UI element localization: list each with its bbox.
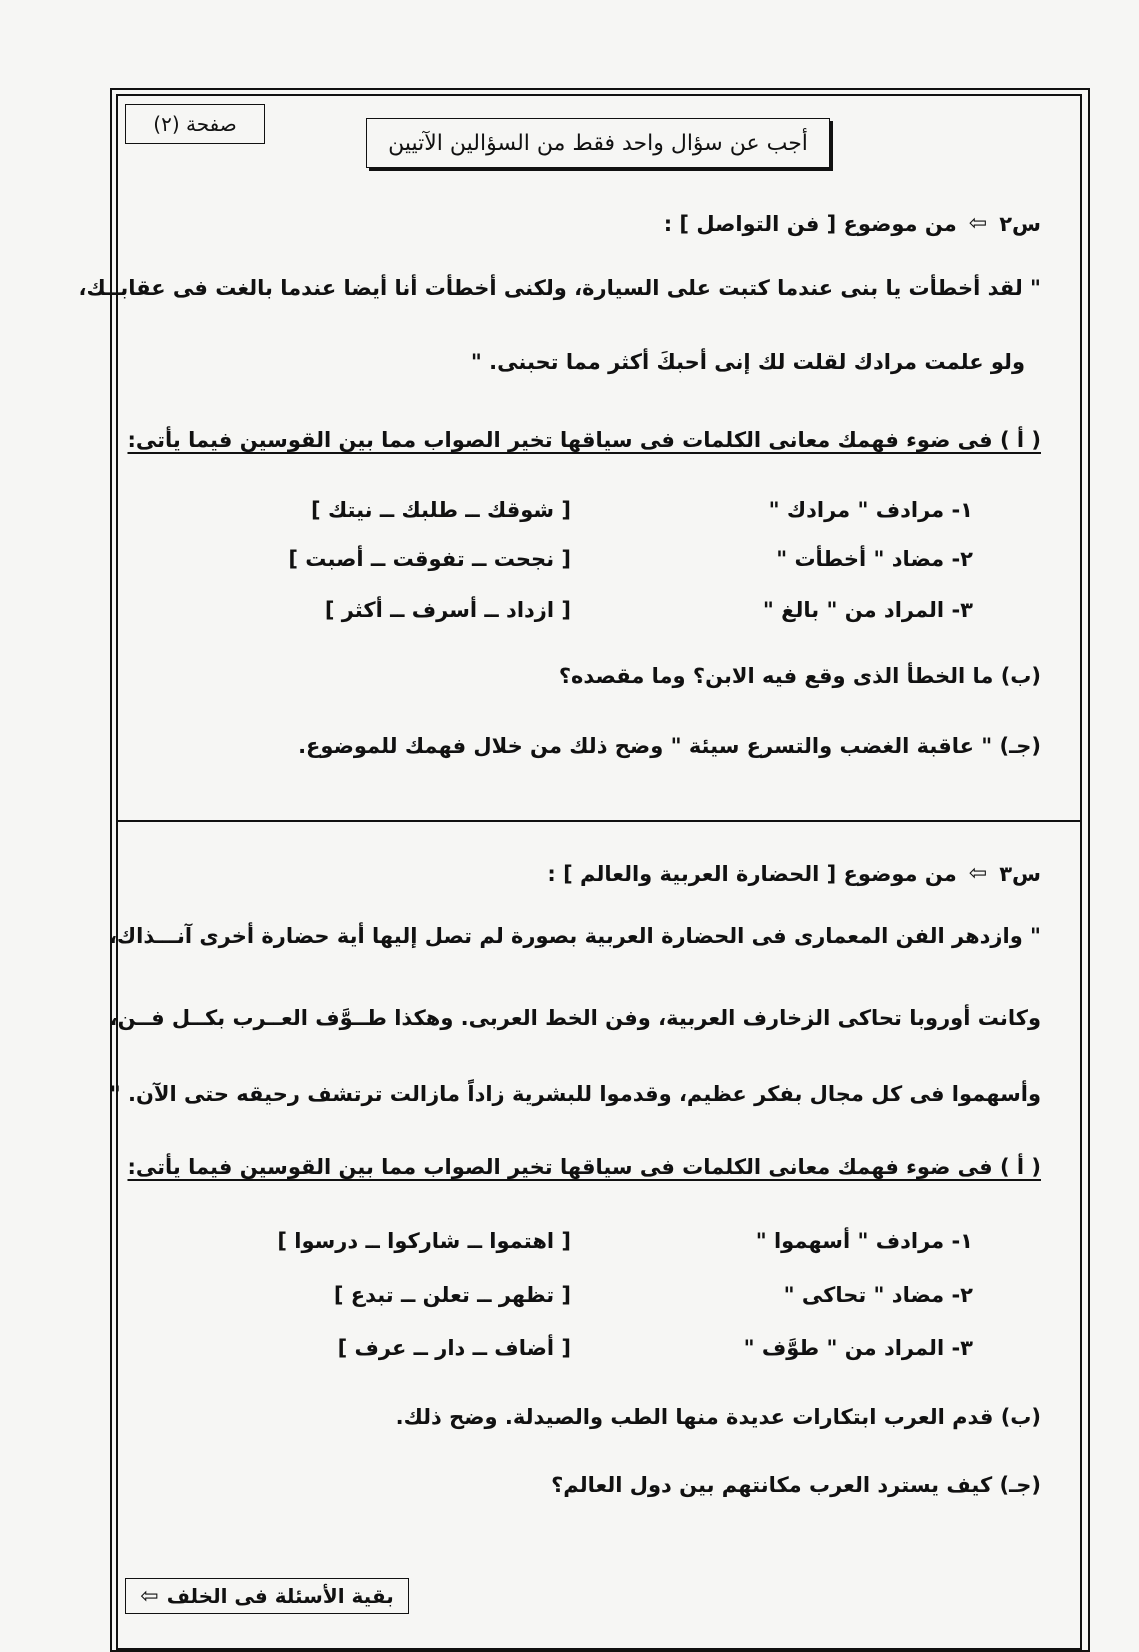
page-number-label bbox=[125, 104, 265, 144]
page-number-text: صفحة (٢) bbox=[153, 112, 237, 136]
q3-item-2-choices: [ تظهر ــ تعلن ــ تبدع ] bbox=[333, 1283, 571, 1307]
q2-part-b: (ب) ما الخطأ الذى وقع فيه الابن؟ وما مقصده؟ bbox=[558, 664, 1041, 688]
q2-item-3-word: ٣- المراد من " بالغ " bbox=[762, 598, 973, 622]
q2-number: س٢ bbox=[999, 211, 1041, 236]
left-arrow-icon: ⇦ bbox=[140, 1583, 159, 1609]
q3-item-3-choices: [ أضاف ــ دار ــ عرف ] bbox=[337, 1336, 571, 1360]
q2-item-2-choices: [ نجحت ــ تفوقت ــ أصبت ] bbox=[288, 547, 571, 571]
q3-passage-line-2: وكانت أوروبا تحاكى الزخارف العربية، وفن الخط العربى. وهكذا طــوَّف العــرب بكــل فــن، bbox=[109, 1006, 1041, 1030]
q3-item-1-choices: [ اهتموا ــ شاركوا ــ درسوا ] bbox=[277, 1229, 571, 1253]
q2-heading bbox=[664, 213, 1041, 235]
continued-note-text: بقية الأسئلة فى الخلف bbox=[166, 1584, 394, 1608]
instruction-banner bbox=[366, 118, 830, 168]
q3-number: س٣ bbox=[999, 861, 1041, 886]
left-arrow-icon: ⇦ bbox=[968, 211, 988, 236]
q2-part-c: (جـ) " عاقبة الغضب والتسرع سيئة " وضح ذلك من خلال فهمك للموضوع. bbox=[298, 734, 1041, 758]
q3-item-2-word: ٢- مضاد " تحاكى " bbox=[783, 1283, 973, 1307]
q2-heading-text: من موضوع [ فن التواصل ] : bbox=[663, 211, 957, 236]
q3-item-3-word: ٣- المراد من " طوَّف " bbox=[743, 1336, 973, 1360]
q3-part-a: ( أ ) فى ضوء فهمك معانى الكلمات فى سياقها تخير الصواب مما بين القوسين فيما يأتى: bbox=[127, 1155, 1041, 1179]
q2-passage-line-1: " لقد أخطأت يا بنى عندما كتبت على السيارة، ولكنى أخطأت أنا أيضا عندما بالغت فى عقابــك، bbox=[78, 276, 1041, 300]
q3-heading bbox=[547, 863, 1041, 885]
q3-part-c: (جـ) كيف يسترد العرب مكانتهم بين دول العالم؟ bbox=[551, 1473, 1041, 1497]
q3-item-1-word: ١- مرادف " أسهموا " bbox=[755, 1229, 973, 1253]
q3-passage-line-1: " وازدهر الفن المعمارى فى الحضارة العربية بصورة لم تصل إليها أية حضارة أخرى آنـــذاك، bbox=[108, 924, 1041, 948]
q2-item-1-word: ١- مرادف " مرادك " bbox=[768, 498, 973, 522]
q2-passage-line-2: ولو علمت مرادك لقلت لك إنى أحبكَ أكثر مما تحبنى. " bbox=[470, 350, 1025, 374]
q3-passage-line-3: وأسهموا فى كل مجال بفكر عظيم، وقدموا للبشرية زاداً مازالت ترتشف رحيقه حتى الآن. " bbox=[109, 1082, 1041, 1106]
q2-item-1-choices: [ شوقك ــ طلبك ــ نيتك ] bbox=[311, 498, 571, 522]
instruction-text: أجب عن سؤال واحد فقط من السؤالين الآتيين bbox=[388, 130, 808, 156]
left-arrow-icon: ⇦ bbox=[968, 861, 988, 886]
q3-part-b: (ب) قدم العرب ابتكارات عديدة منها الطب والصيدلة. وضح ذلك. bbox=[395, 1405, 1041, 1429]
q2-item-2-word: ٢- مضاد " أخطأت " bbox=[776, 547, 973, 571]
q2-item-3-choices: [ ازداد ــ أسرف ــ أكثر ] bbox=[324, 598, 571, 622]
q3-heading-text: من موضوع [ الحضارة العربية والعالم ] : bbox=[547, 861, 957, 886]
q2-part-a: ( أ ) فى ضوء فهمك معانى الكلمات فى سياقها تخير الصواب مما بين القوسين فيما يأتى: bbox=[127, 428, 1041, 452]
section-divider bbox=[116, 820, 1080, 822]
continued-note bbox=[125, 1578, 409, 1614]
